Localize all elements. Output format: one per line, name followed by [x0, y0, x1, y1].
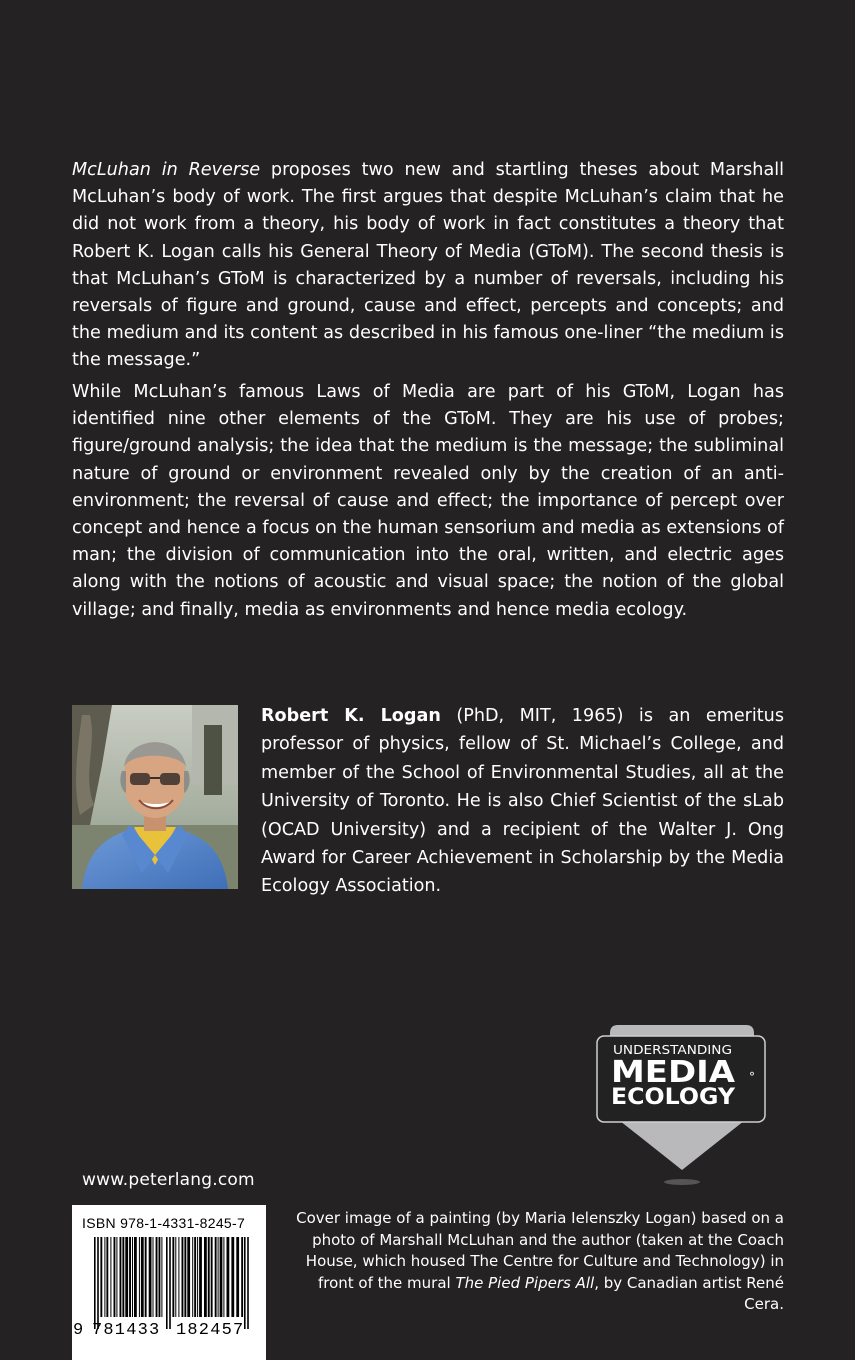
barcode-bar [211, 1237, 213, 1317]
isbn-label: ISBN 978-1-4331-8245-7 [82, 1215, 246, 1231]
barcode-bar [161, 1237, 162, 1317]
barcode-bar [94, 1237, 96, 1329]
barcode-bar [236, 1237, 239, 1317]
cover-credit [290, 1208, 784, 1316]
blurb-paragraph-2: While McLuhan’s famous Laws of Media are part of his GToM, Logan has identified nine other elements of the GToM. They are his use of probes; figure/ground analysis; the idea that the medium is the message; the subliminal nature of ground or environment revealed only by the creation of an anti-environment; the reversal of cause and effect; the importance of percept over concept and hence a focus on the human sensorium and media as extensions of man; the division of communication into the oral, written, and electric ages along with the notions of acoustic and visual space; the notion of the global village; and finally, media as environments and hence media ecology. [72, 382, 784, 620]
logo-mark: ° [749, 1070, 755, 1084]
publisher-url: www.peterlang.com [82, 1170, 255, 1190]
cover-credit-text-2: , by Canadian artist René Cera. [594, 1273, 784, 1313]
barcode-bar [231, 1237, 234, 1317]
barcode-bar [104, 1237, 105, 1317]
barcode-bar [156, 1237, 158, 1317]
barcode-bar [187, 1237, 190, 1317]
barcode-bar [106, 1237, 108, 1317]
barcode-bar [182, 1237, 184, 1317]
barcode-bar [175, 1237, 176, 1317]
barcode-bar [223, 1237, 224, 1317]
barcode-bar [204, 1237, 207, 1317]
barcode-bar [132, 1237, 133, 1317]
barcode-bar [120, 1237, 122, 1317]
mural-title: The Pied Pipers All [455, 1273, 595, 1292]
barcode-bar [199, 1237, 202, 1317]
barcode-bar [116, 1237, 117, 1317]
barcode-bar [125, 1237, 128, 1317]
barcode-bar [114, 1237, 116, 1317]
barcode-bar [153, 1237, 154, 1317]
series-logo [596, 1025, 768, 1191]
barcode-bar [208, 1237, 210, 1317]
barcode-bar [100, 1237, 102, 1317]
barcode-bar [244, 1237, 246, 1329]
barcode-digits-left: 781433 [92, 1321, 161, 1340]
author-name: Robert K. Logan [261, 706, 441, 726]
barcode-bar [184, 1237, 186, 1317]
barcode-digits-right: 182457 [176, 1321, 245, 1340]
author-bio [261, 702, 784, 901]
barcode-bar [247, 1237, 249, 1329]
author-photo-image [72, 705, 238, 889]
author-bio-text: (PhD, MIT, 1965) is an emeritus professor of physics, fellow of St. Michael’s College, and member of the School of Environmental Studies, all at the University of Toronto. He is also Chief Scientist of the sLab (OCAD University) and a recipient of the Walter J. Ong Award for Career Achievement in Scholarship by the Media Ecology Association. [261, 706, 784, 897]
barcode-bar [122, 1237, 124, 1317]
pin-shadow [664, 1179, 700, 1185]
barcode-bar [159, 1237, 161, 1317]
barcode-bar [166, 1237, 168, 1329]
barcode-bar [241, 1237, 243, 1317]
barcode-bar [197, 1237, 198, 1317]
barcode-bar [139, 1237, 140, 1317]
barcode-bar [149, 1237, 152, 1317]
barcode-bar [134, 1237, 137, 1317]
blurb-paragraph-1 [72, 157, 784, 375]
barcode-icon [82, 1237, 258, 1329]
author-photo [72, 705, 238, 889]
book-title: McLuhan in Reverse [72, 160, 261, 180]
barcode-bar [215, 1237, 217, 1317]
barcode-bar [110, 1237, 111, 1317]
barcode-bar [169, 1237, 171, 1329]
barcode-bar [227, 1237, 230, 1317]
barcode-bar [192, 1237, 193, 1317]
isbn-barcode [72, 1205, 266, 1360]
barcode-bar [194, 1237, 196, 1317]
logo-line-1: UNDERSTANDING [613, 1043, 732, 1057]
barcode-bar [129, 1237, 131, 1317]
barcode-bar [178, 1237, 179, 1317]
barcode-bar [172, 1237, 174, 1317]
barcode-bar [97, 1237, 99, 1329]
blurb-paragraph-1-text: proposes two new and startling theses about Marshall McLuhan’s body of work. The first argues that despite McLuhan’s claim that he did not work from a theory, his body of work in fact constitutes a theory that Robert K. Logan calls his General Theory of Media (GToM). The second thesis is that McLuhan’s GToM is characterized by a number of reversals, including his reversals of figure and ground, cause and effect, percepts and concepts; and the medium and its content as described in his famous one-liner “the medium is the message.” [72, 160, 785, 371]
barcode-bar [145, 1237, 147, 1317]
barcode-digit-lead: 9 [73, 1321, 84, 1340]
barcode-bar [218, 1237, 219, 1317]
logo-line-3: ECOLOGY [611, 1085, 737, 1110]
barcode-bar [220, 1237, 223, 1317]
cover-credit-text-1: Cover image of a painting (by Maria Ielenszky Logan) based on a photo of Marshall McLuhan and the author (taken at the Coach House, which housed The Centre for Culture and Technology) in front of the mural [296, 1209, 784, 1292]
logo-line-2: MEDIA [611, 1055, 736, 1090]
barcode-bar [141, 1237, 144, 1317]
